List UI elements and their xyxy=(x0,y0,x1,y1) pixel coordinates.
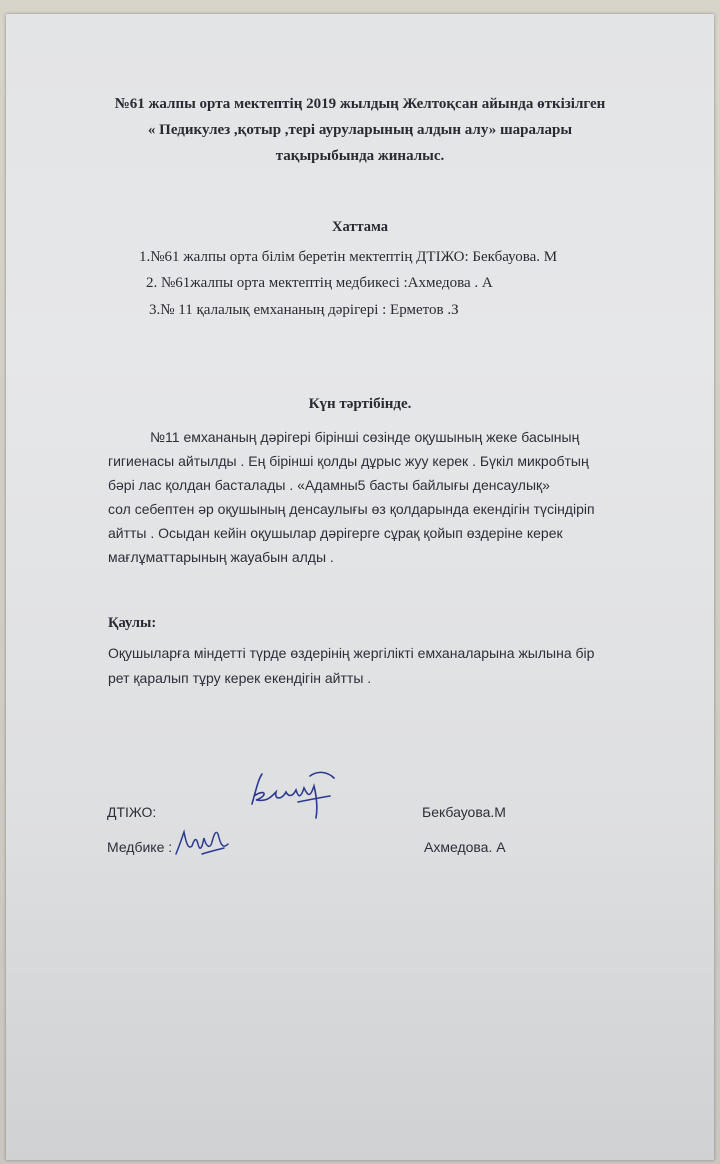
agenda-line-4: сол себептен әр оқушының денсаулығы өз қолдарында екендігін түсіндіріп xyxy=(108,501,595,517)
agenda-line-3: бәрі лас қолдан басталады . «Адамны5 басты байлығы денсаулық» xyxy=(108,477,550,493)
attendee-2: 2. №61жалпы орта мектептің медбикесі :Ахмедова . А xyxy=(146,275,493,291)
document-page xyxy=(6,14,714,1160)
resolution-line-2: рет қаралып тұру керек екендігін айтты . xyxy=(108,670,372,686)
attendee-1: 1.№61 жалпы орта білім беретін мектептің ДТІЖО: Бекбауова. М xyxy=(139,249,558,265)
signature-scribble-1 xyxy=(238,766,348,828)
agenda-line-6: мағлұматтарының жауабын алды . xyxy=(108,549,334,565)
title-line-2: « Педикулез ,қотыр ,тері ауруларының алдын алу» шаралары xyxy=(147,122,573,138)
signature-name-2: Ахмедова. А xyxy=(424,839,506,855)
attendee-3: 3.№ 11 қалалық емхананың дәрігері : Ерметов .З xyxy=(149,302,459,318)
agenda-line-5: айтты . Осыдан кейін оқушылар дәрігерге сұрақ қойып өздеріне керек xyxy=(108,525,563,541)
protocol-heading: Хаттама xyxy=(331,219,389,235)
resolution-heading: Қаулы: xyxy=(108,615,157,631)
agenda-line-1: №11 емхананың дәрігері бірінші сөзінде оқушының жеке басының xyxy=(150,429,580,445)
signature-scribble-2 xyxy=(172,824,232,864)
agenda-heading: Күн тәртібінде. xyxy=(308,396,412,412)
title-line-3: тақырыбында жиналыс. xyxy=(275,148,445,164)
resolution-line-1: Оқушыларға міндетті түрде өздерінің жергілікті емханаларына жылына бір xyxy=(108,645,595,661)
signature-role-2: Медбике : xyxy=(107,839,173,855)
signature-role-1: ДТІЖО: xyxy=(107,804,157,820)
title-line-1: №61 жалпы орта мектептің 2019 жылдың Желтоқсан айында өткізілген xyxy=(114,96,606,112)
signature-name-1: Бекбауова.М xyxy=(422,804,506,820)
agenda-line-2: гигиенасы айтылды . Ең бірінші қолды дұрыс жуу керек . Бүкіл микробтың xyxy=(108,453,589,469)
